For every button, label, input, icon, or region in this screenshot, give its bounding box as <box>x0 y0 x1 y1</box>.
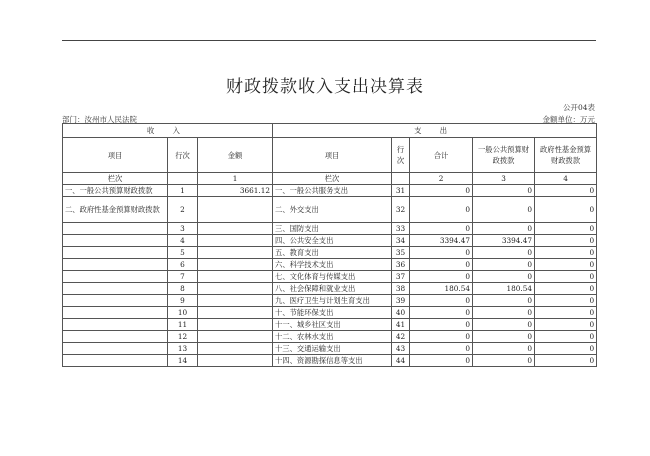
income-amount-cell <box>198 283 273 295</box>
income-amount-cell: 3661.12 <box>198 185 273 197</box>
expense-item-cell: 十三、交通运输支出 <box>273 343 392 355</box>
expense-item-cell: 十二、农林水支出 <box>273 331 392 343</box>
fund-budget-amount-cell: 0 <box>535 223 597 235</box>
expense-item-cell: 二、外交支出 <box>273 197 392 223</box>
expense-item-cell: 六、科学技术支出 <box>273 259 392 271</box>
index-cell: 栏次 <box>273 173 392 185</box>
general-budget-amount-cell: 0 <box>473 295 535 307</box>
income-amount-cell <box>198 259 273 271</box>
income-line-no-cell: 6 <box>168 259 198 271</box>
income-line-no-cell: 5 <box>168 247 198 259</box>
column-header: 合计 <box>410 138 473 173</box>
fund-budget-amount-cell: 0 <box>535 185 597 197</box>
income-item-cell <box>63 355 168 367</box>
expense-total-cell: 180.54 <box>410 283 473 295</box>
income-item-cell <box>63 295 168 307</box>
page-title: 财政拨款收入支出决算表 <box>226 77 424 97</box>
form-code: 公开04表 <box>562 103 595 112</box>
expense-item-cell: 八、社会保障和就业支出 <box>273 283 392 295</box>
income-item-cell <box>63 331 168 343</box>
income-line-no-cell: 10 <box>168 307 198 319</box>
index-cell <box>392 173 410 185</box>
column-header: 一般公共预算财政拨款 <box>473 138 535 173</box>
column-header: 金额 <box>198 138 273 173</box>
expense-total-cell: 0 <box>410 247 473 259</box>
income-amount-cell <box>198 319 273 331</box>
income-item-cell <box>63 259 168 271</box>
income-item-cell <box>63 283 168 295</box>
table-row <box>63 223 597 235</box>
expense-item-cell: 十一、城乡社区支出 <box>273 319 392 331</box>
index-cell: 4 <box>535 173 597 185</box>
general-budget-amount-cell: 0 <box>473 259 535 271</box>
income-item-cell <box>63 319 168 331</box>
expense-line-no-cell: 38 <box>392 283 410 295</box>
income-line-no-cell: 2 <box>168 197 198 223</box>
expense-total-cell: 0 <box>410 259 473 271</box>
expense-line-no-cell: 41 <box>392 319 410 331</box>
income-item-cell <box>63 307 168 319</box>
income-item-cell: 二、政府性基金预算财政拨款 <box>63 197 168 223</box>
expense-item-cell: 五、教育支出 <box>273 247 392 259</box>
table-row <box>63 247 597 259</box>
expense-total-cell: 3394.47 <box>410 235 473 247</box>
general-budget-amount-cell: 0 <box>473 319 535 331</box>
expense-total-cell: 0 <box>410 295 473 307</box>
income-line-no-cell: 3 <box>168 223 198 235</box>
expense-total-cell: 0 <box>410 355 473 367</box>
general-budget-amount-cell: 0 <box>473 247 535 259</box>
general-budget-amount-cell: 0 <box>473 331 535 343</box>
income-item-cell: 一、一般公共预算财政拨款 <box>63 185 168 197</box>
fund-budget-amount-cell: 0 <box>535 307 597 319</box>
table-row <box>63 197 597 223</box>
fund-budget-amount-cell: 0 <box>535 295 597 307</box>
income-amount-cell <box>198 331 273 343</box>
expense-line-no-cell: 39 <box>392 295 410 307</box>
column-header: 行次 <box>168 138 198 173</box>
index-row <box>63 173 597 185</box>
income-line-no-cell: 8 <box>168 283 198 295</box>
table-row <box>63 259 597 271</box>
income-item-cell <box>63 235 168 247</box>
income-amount-cell <box>198 271 273 283</box>
expense-total-cell: 0 <box>410 223 473 235</box>
income-amount-cell <box>198 295 273 307</box>
expense-item-cell: 一、一般公共服务支出 <box>273 185 392 197</box>
column-header: 行次 <box>392 138 410 173</box>
index-cell <box>168 173 198 185</box>
income-amount-cell <box>198 223 273 235</box>
income-amount-cell <box>198 235 273 247</box>
general-budget-amount-cell: 0 <box>473 343 535 355</box>
general-budget-amount-cell: 0 <box>473 223 535 235</box>
index-cell: 3 <box>473 173 535 185</box>
income-line-no-cell: 12 <box>168 331 198 343</box>
fund-budget-amount-cell: 0 <box>535 197 597 223</box>
expense-item-cell: 九、医疗卫生与计划生育支出 <box>273 295 392 307</box>
income-item-cell <box>63 223 168 235</box>
general-budget-amount-cell: 0 <box>473 197 535 223</box>
column-header: 项目 <box>63 138 168 173</box>
expense-line-no-cell: 34 <box>392 235 410 247</box>
general-budget-amount-cell: 180.54 <box>473 283 535 295</box>
fund-budget-amount-cell: 0 <box>535 259 597 271</box>
table-row <box>63 185 597 197</box>
expense-line-no-cell: 32 <box>392 197 410 223</box>
income-line-no-cell: 1 <box>168 185 198 197</box>
index-cell: 2 <box>410 173 473 185</box>
column-header: 政府性基金预算财政拨款 <box>535 138 597 173</box>
expense-item-cell: 十四、资源勘探信息等支出 <box>273 355 392 367</box>
expense-line-no-cell: 31 <box>392 185 410 197</box>
expense-total-cell: 0 <box>410 185 473 197</box>
table-row <box>63 355 597 367</box>
expense-section-header: 支 出 <box>273 124 597 138</box>
table-row <box>63 283 597 295</box>
expense-line-no-cell: 36 <box>392 259 410 271</box>
table-row <box>63 343 597 355</box>
table-row <box>63 235 597 247</box>
income-line-no-cell: 9 <box>168 295 198 307</box>
expense-item-cell: 四、公共安全支出 <box>273 235 392 247</box>
expense-line-no-cell: 35 <box>392 247 410 259</box>
income-amount-cell <box>198 247 273 259</box>
income-line-no-cell: 7 <box>168 271 198 283</box>
income-section-header: 收 入 <box>63 124 273 138</box>
income-amount-cell <box>198 307 273 319</box>
income-line-no-cell: 11 <box>168 319 198 331</box>
income-amount-cell <box>198 343 273 355</box>
expense-line-no-cell: 37 <box>392 271 410 283</box>
income-item-cell <box>63 247 168 259</box>
column-header-row <box>63 138 597 173</box>
table-row <box>63 319 597 331</box>
expense-total-cell: 0 <box>410 271 473 283</box>
general-budget-amount-cell: 0 <box>473 307 535 319</box>
income-item-cell <box>63 343 168 355</box>
expense-line-no-cell: 44 <box>392 355 410 367</box>
table-row <box>63 271 597 283</box>
index-cell: 1 <box>198 173 273 185</box>
general-budget-amount-cell: 0 <box>473 355 535 367</box>
fund-budget-amount-cell: 0 <box>535 355 597 367</box>
fund-budget-amount-cell: 0 <box>535 235 597 247</box>
column-header: 项目 <box>273 138 392 173</box>
income-amount-cell <box>198 355 273 367</box>
expense-line-no-cell: 42 <box>392 331 410 343</box>
index-cell: 栏次 <box>63 173 168 185</box>
general-budget-amount-cell: 3394.47 <box>473 235 535 247</box>
fund-budget-amount-cell: 0 <box>535 271 597 283</box>
expense-item-cell: 七、文化体育与传媒支出 <box>273 271 392 283</box>
general-budget-amount-cell: 0 <box>473 185 535 197</box>
unit-label: 金额单位：万元 <box>542 115 595 124</box>
income-line-no-cell: 4 <box>168 235 198 247</box>
fund-budget-amount-cell: 0 <box>535 343 597 355</box>
table-row <box>63 307 597 319</box>
fund-budget-amount-cell: 0 <box>535 283 597 295</box>
expense-item-cell: 三、国防支出 <box>273 223 392 235</box>
fund-budget-amount-cell: 0 <box>535 247 597 259</box>
table-row <box>63 295 597 307</box>
expense-total-cell: 0 <box>410 319 473 331</box>
department-label: 部门：汝州市人民法院 <box>62 115 137 124</box>
income-line-no-cell: 13 <box>168 343 198 355</box>
expense-total-cell: 0 <box>410 343 473 355</box>
fund-budget-amount-cell: 0 <box>535 319 597 331</box>
expense-total-cell: 0 <box>410 197 473 223</box>
section-header-row <box>63 124 597 138</box>
income-amount-cell <box>198 197 273 223</box>
expense-line-no-cell: 43 <box>392 343 410 355</box>
top-rule <box>62 40 596 41</box>
appropriation-table <box>62 123 597 367</box>
expense-item-cell: 十、节能环保支出 <box>273 307 392 319</box>
fund-budget-amount-cell: 0 <box>535 331 597 343</box>
expense-line-no-cell: 33 <box>392 223 410 235</box>
income-line-no-cell: 14 <box>168 355 198 367</box>
expense-total-cell: 0 <box>410 331 473 343</box>
expense-line-no-cell: 40 <box>392 307 410 319</box>
general-budget-amount-cell: 0 <box>473 271 535 283</box>
income-item-cell <box>63 271 168 283</box>
table-row <box>63 331 597 343</box>
expense-total-cell: 0 <box>410 307 473 319</box>
